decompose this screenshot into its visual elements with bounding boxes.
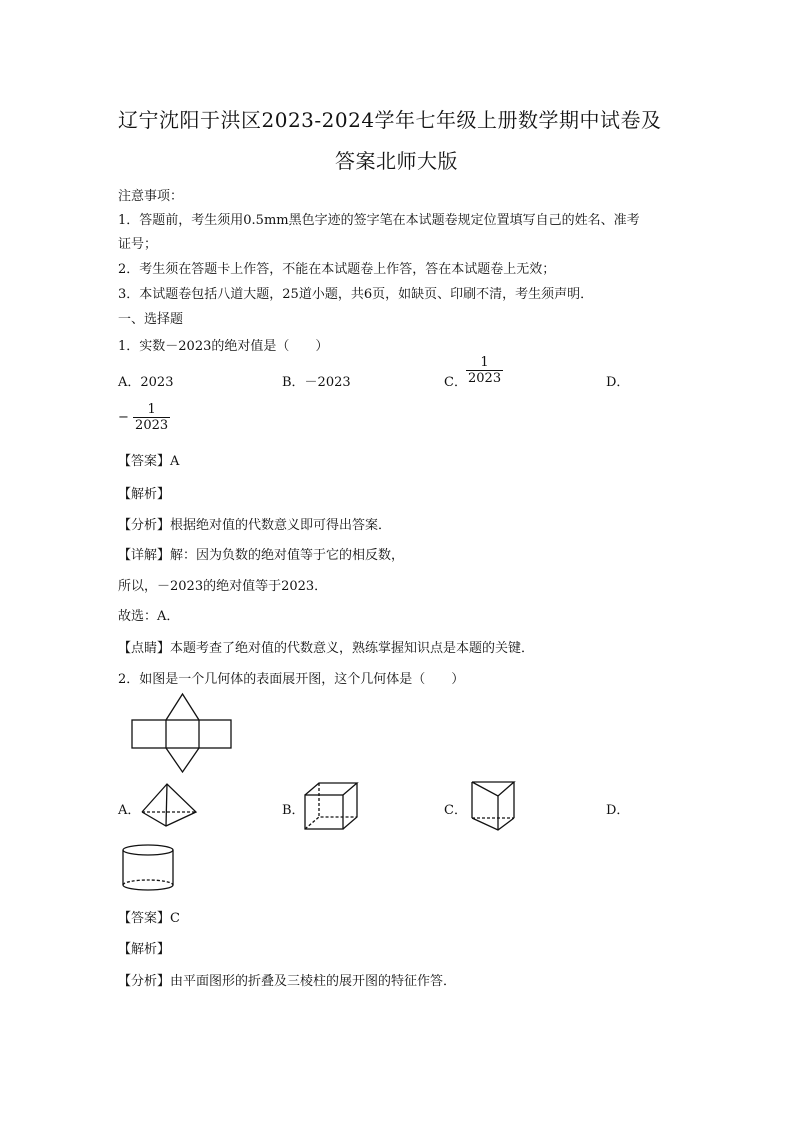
q2-option-a-label: A． xyxy=(118,803,141,818)
section-heading: 一、选择题 xyxy=(118,312,184,327)
q2-option-b-cube-icon xyxy=(303,781,361,831)
page-title-line2: 答案北师大版 xyxy=(335,149,458,173)
q1-option-c-numerator: 1 xyxy=(480,355,489,370)
q2-answer: 【答案】C xyxy=(118,911,180,926)
q2-option-d-cylinder-icon xyxy=(120,842,176,892)
q1-stem: 1．实数－2023的绝对值是（ ） xyxy=(118,339,329,354)
q1-option-a: A．2023 xyxy=(118,375,174,390)
notice-item-1-cont: 证号； xyxy=(118,237,158,252)
q1-option-b: B．－2023 xyxy=(282,375,351,390)
q1-analysis-xiangjie: 【详解】解：因为负数的绝对值等于它的相反数， xyxy=(118,548,405,563)
notice-heading: 注意事项： xyxy=(118,189,184,204)
q1-analysis-fenxi: 【分析】根据绝对值的代数意义即可得出答案． xyxy=(118,518,392,533)
notice-item-3: 3．本试题卷包括八道大题，25道小题，共6页，如缺页、印刷不清，考生须声明． xyxy=(118,287,594,302)
q1-analysis-suoyi: 所以，－2023的绝对值等于2023． xyxy=(118,579,328,594)
notice-item-2: 2．考生须在答题卡上作答，不能在本试题卷上作答，答在本试题卷上无效； xyxy=(118,262,556,277)
q1-analysis-dianjing: 【点睛】本题考查了绝对值的代数意义，熟练掌握知识点是本题的关键． xyxy=(118,641,535,656)
q1-option-d-fraction xyxy=(118,402,170,433)
q1-option-d-numerator: 1 xyxy=(147,402,156,417)
q2-stem: 2．如图是一个几何体的表面展开图，这个几何体是（ ） xyxy=(118,672,465,687)
q2-option-b-label: B． xyxy=(282,803,305,818)
q1-option-c-fraction xyxy=(466,355,503,386)
q2-option-a-pyramid-icon xyxy=(140,782,198,828)
q1-option-c-label: C． xyxy=(444,375,467,390)
q2-analysis-fenxi: 【分析】由平面图形的折叠及三棱柱的展开图的特征作答． xyxy=(118,974,457,989)
q1-option-c-denominator: 2023 xyxy=(468,371,502,386)
q2-option-d-label: D． xyxy=(606,803,630,818)
page-title-line1: 辽宁沈阳于洪区2023-2024学年七年级上册数学期中试卷及 xyxy=(118,108,662,132)
q2-option-c-prism-icon xyxy=(470,780,516,832)
q2-option-c-label: C． xyxy=(444,803,467,818)
q1-answer: 【答案】A xyxy=(118,454,180,469)
q1-option-d-label: D． xyxy=(606,375,630,390)
q1-option-d-sign: − xyxy=(118,410,129,425)
notice-item-1: 1．答题前，考生须用0.5mm黑色字迹的签字笔在本试题卷规定位置填写自己的姓名、准考 xyxy=(118,213,640,228)
q1-analysis-label: 【解析】 xyxy=(118,487,171,502)
q1-option-d-denominator: 2023 xyxy=(135,418,169,433)
q2-analysis-label: 【解析】 xyxy=(118,942,171,957)
q1-analysis-guxuan: 故选：A． xyxy=(118,609,180,624)
q2-net-figure xyxy=(130,692,234,774)
